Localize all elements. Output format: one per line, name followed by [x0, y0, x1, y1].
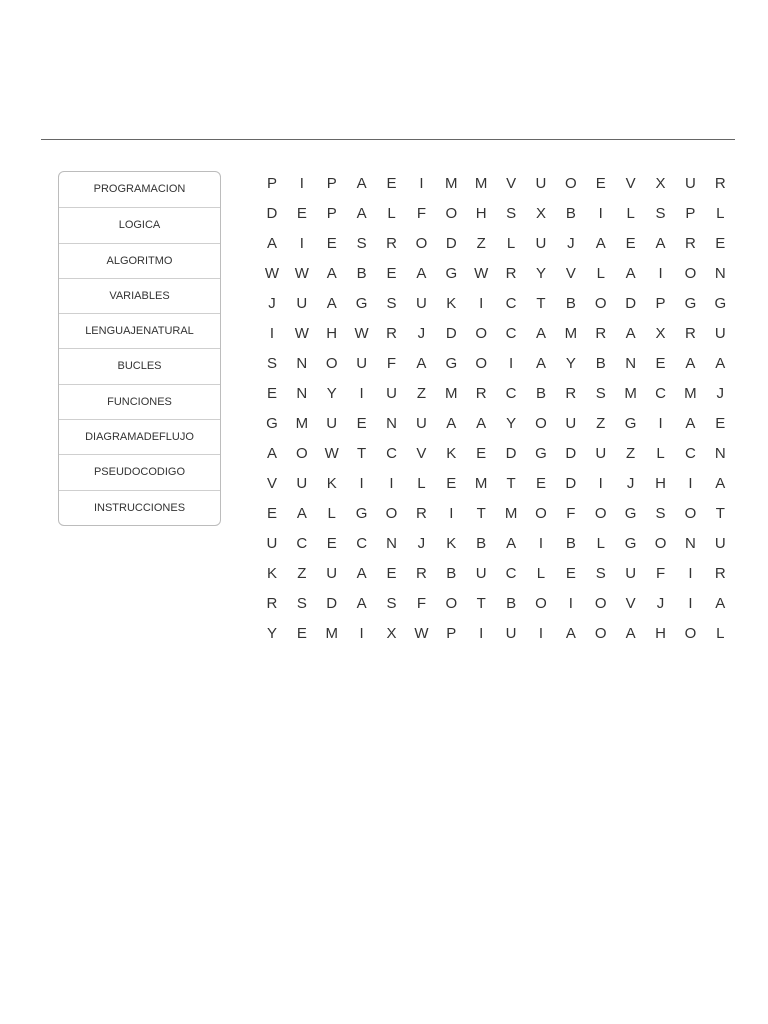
grid-cell[interactable]: I — [419, 175, 424, 192]
grid-cell[interactable]: R — [595, 325, 607, 342]
grid-cell[interactable]: J — [417, 535, 426, 552]
grid-cell[interactable]: M — [624, 385, 637, 402]
grid-cell[interactable]: F — [416, 595, 426, 612]
grid-cell[interactable]: H — [655, 475, 666, 492]
grid-cell[interactable]: A — [296, 505, 307, 522]
grid-cell[interactable]: R — [684, 325, 696, 342]
grid-cell[interactable]: X — [655, 175, 666, 192]
grid-cell[interactable]: T — [357, 445, 367, 462]
grid-cell[interactable]: I — [598, 475, 603, 492]
grid-cell[interactable]: M — [445, 385, 458, 402]
grid-cell[interactable]: D — [445, 325, 457, 342]
grid-cell[interactable]: U — [535, 175, 547, 192]
grid-cell[interactable]: I — [598, 205, 603, 222]
grid-cell[interactable]: C — [386, 445, 397, 462]
grid-cell[interactable]: E — [386, 175, 397, 192]
word-list-item[interactable]: LOGICA — [59, 207, 220, 242]
grid-cell[interactable]: U — [296, 475, 308, 492]
grid-cell[interactable]: L — [596, 265, 605, 282]
grid-cell[interactable]: A — [625, 625, 636, 642]
grid-cell[interactable]: U — [595, 445, 607, 462]
grid-cell[interactable]: A — [266, 235, 277, 252]
grid-cell[interactable]: R — [386, 235, 397, 252]
grid-cell[interactable]: D — [565, 445, 577, 462]
grid-cell[interactable]: Z — [416, 385, 426, 402]
grid-cell[interactable]: A — [715, 355, 726, 372]
grid-cell[interactable]: A — [625, 325, 636, 342]
grid-cell[interactable]: F — [386, 355, 397, 372]
grid-cell[interactable]: G — [535, 445, 547, 462]
grid-cell[interactable]: O — [565, 175, 577, 192]
grid-cell[interactable]: B — [565, 205, 576, 222]
grid-cell[interactable]: J — [716, 385, 725, 402]
word-list-item[interactable]: FUNCIONES — [59, 384, 220, 419]
grid-cell[interactable]: X — [386, 625, 397, 642]
grid-cell[interactable]: A — [266, 445, 277, 462]
grid-cell[interactable]: R — [684, 235, 696, 252]
grid-cell[interactable]: V — [506, 175, 517, 192]
word-list-item[interactable]: DIAGRAMADEFLUJO — [59, 419, 220, 454]
grid-cell[interactable]: C — [505, 385, 517, 402]
grid-cell[interactable]: T — [476, 505, 486, 522]
grid-cell[interactable]: E — [326, 235, 337, 252]
grid-cell[interactable]: J — [656, 595, 665, 612]
grid-cell[interactable]: D — [445, 235, 457, 252]
grid-cell[interactable]: U — [386, 385, 397, 402]
grid-cell[interactable]: G — [355, 295, 368, 312]
grid-cell[interactable]: N — [714, 265, 726, 282]
grid-cell[interactable]: N — [625, 355, 637, 372]
grid-cell[interactable]: U — [684, 175, 696, 192]
grid-cell[interactable]: M — [295, 415, 309, 432]
grid-cell[interactable]: F — [566, 505, 576, 522]
grid-cell[interactable]: L — [596, 535, 605, 552]
grid-cell[interactable]: S — [386, 595, 397, 612]
grid-cell[interactable]: X — [535, 205, 546, 222]
grid-cell[interactable]: L — [387, 205, 396, 222]
grid-cell[interactable]: R — [475, 385, 487, 402]
grid-cell[interactable]: O — [475, 325, 488, 342]
grid-cell[interactable]: G — [445, 265, 458, 282]
grid-cell[interactable]: O — [445, 595, 458, 612]
grid-cell[interactable]: G — [266, 415, 278, 432]
grid-cell[interactable]: A — [326, 295, 337, 312]
grid-cell[interactable]: I — [508, 355, 514, 372]
grid-cell[interactable]: A — [416, 355, 427, 372]
grid-cell[interactable]: O — [684, 505, 697, 522]
grid-cell[interactable]: M — [325, 625, 338, 642]
grid-cell[interactable]: T — [506, 475, 516, 492]
grid-cell[interactable]: R — [714, 175, 726, 192]
grid-cell[interactable]: P — [655, 295, 666, 312]
grid-cell[interactable]: K — [446, 295, 457, 312]
grid-cell[interactable]: O — [684, 265, 697, 282]
grid-cell[interactable]: I — [538, 535, 544, 552]
grid-cell[interactable]: U — [415, 295, 427, 312]
grid-cell[interactable]: S — [386, 295, 397, 312]
grid-cell[interactable]: Z — [476, 235, 486, 252]
grid-cell[interactable]: B — [356, 265, 367, 282]
grid-cell[interactable]: O — [535, 505, 547, 522]
grid-cell[interactable]: S — [266, 355, 277, 372]
grid-cell[interactable]: B — [565, 535, 576, 552]
grid-cell[interactable]: H — [326, 325, 338, 342]
word-list — [58, 171, 221, 526]
grid-cell[interactable]: G — [624, 415, 637, 432]
grid-cell[interactable]: I — [359, 475, 364, 492]
grid-cell[interactable]: O — [535, 595, 547, 612]
grid-cell[interactable]: I — [299, 235, 304, 252]
grid-cell[interactable]: U — [266, 535, 278, 552]
grid-cell[interactable]: N — [296, 355, 308, 372]
grid-cell[interactable]: W — [474, 265, 489, 282]
grid-cell[interactable]: E — [296, 205, 307, 222]
word-list-item[interactable]: ALGORITMO — [59, 243, 220, 278]
grid-cell[interactable]: L — [417, 475, 426, 492]
grid-cell[interactable]: U — [535, 235, 547, 252]
grid-cell[interactable]: D — [266, 205, 278, 222]
grid-cell[interactable]: M — [474, 475, 488, 492]
grid-cell[interactable]: O — [594, 625, 607, 642]
grid-cell[interactable]: P — [446, 625, 457, 642]
grid-cell[interactable]: O — [535, 415, 547, 432]
grid-cell[interactable]: I — [269, 325, 275, 342]
grid-cell[interactable]: Y — [266, 625, 277, 642]
grid-cell[interactable]: W — [354, 325, 369, 342]
grid-cell[interactable]: R — [266, 595, 278, 612]
word-list-item[interactable]: PROGRAMACION — [93, 183, 186, 195]
grid-cell[interactable]: O — [684, 625, 697, 642]
grid-cell[interactable]: U — [415, 415, 427, 432]
grid-cell[interactable]: E — [476, 445, 487, 462]
grid-cell[interactable]: Y — [535, 265, 546, 282]
grid-cell[interactable]: Z — [596, 415, 606, 432]
header-divider — [41, 139, 735, 140]
grid-cell[interactable]: A — [356, 595, 367, 612]
grid-cell[interactable]: A — [595, 235, 606, 252]
grid-cell[interactable]: K — [446, 535, 457, 552]
grid-cell[interactable]: A — [356, 565, 367, 582]
grid-cell[interactable]: S — [655, 505, 666, 522]
grid-cell[interactable]: O — [594, 505, 607, 522]
grid-cell[interactable]: K — [446, 445, 457, 462]
grid-cell[interactable]: A — [416, 265, 427, 282]
grid-cell[interactable]: I — [658, 265, 663, 282]
grid-cell[interactable]: I — [688, 565, 693, 582]
grid-cell[interactable]: B — [595, 355, 606, 372]
grid-cell[interactable]: A — [535, 325, 546, 342]
grid-cell[interactable]: L — [506, 235, 516, 252]
grid-cell[interactable]: V — [625, 595, 636, 612]
grid-cell[interactable]: A — [655, 235, 666, 252]
grid-cell[interactable]: A — [625, 265, 636, 282]
grid-cell[interactable]: D — [505, 445, 517, 462]
grid-cell[interactable]: R — [714, 565, 726, 582]
grid-cell[interactable]: W — [294, 265, 309, 282]
grid-cell[interactable]: G — [624, 535, 637, 552]
grid-cell[interactable]: E — [625, 235, 636, 252]
grid-cell[interactable]: W — [324, 445, 339, 462]
grid-cell[interactable]: A — [356, 205, 367, 222]
grid-cell[interactable]: E — [266, 505, 277, 522]
grid-cell[interactable]: J — [268, 295, 276, 312]
grid-cell[interactable]: E — [535, 475, 546, 492]
grid-cell[interactable]: A — [685, 415, 696, 432]
grid-cell[interactable]: A — [356, 175, 367, 192]
grid-cell[interactable]: U — [356, 355, 368, 372]
grid-cell[interactable]: X — [655, 325, 666, 342]
grid-cell[interactable]: B — [506, 595, 517, 612]
grid-cell[interactable]: I — [389, 475, 394, 492]
grid-cell[interactable]: I — [449, 505, 454, 522]
grid-cell[interactable]: B — [565, 295, 576, 312]
grid-cell[interactable]: E — [446, 475, 457, 492]
grid-cell[interactable]: K — [326, 475, 337, 492]
grid-cell[interactable]: U — [505, 625, 517, 642]
grid-cell[interactable]: U — [326, 415, 338, 432]
word-list-item[interactable]: LENGUAJENATURAL — [59, 313, 220, 348]
grid-cell[interactable]: C — [655, 385, 666, 402]
grid-cell[interactable]: D — [326, 595, 338, 612]
grid-cell[interactable]: T — [536, 295, 546, 312]
grid-cell[interactable]: E — [326, 535, 337, 552]
grid-cell[interactable]: C — [296, 535, 308, 552]
letter-grid — [257, 169, 735, 649]
grid-cell[interactable]: W — [264, 265, 280, 282]
word-list-item[interactable]: PSEUDOCODIGO — [59, 454, 220, 489]
grid-cell[interactable]: H — [475, 205, 487, 222]
grid-cell[interactable]: I — [479, 625, 484, 642]
grid-cell[interactable]: G — [355, 505, 368, 522]
grid-cell[interactable]: V — [416, 445, 427, 462]
grid-cell[interactable]: S — [356, 235, 367, 252]
grid-cell[interactable]: L — [626, 205, 635, 222]
grid-cell[interactable]: I — [688, 475, 693, 492]
grid-cell[interactable]: H — [655, 625, 666, 642]
grid-cell[interactable]: F — [416, 205, 426, 222]
grid-cell[interactable]: Z — [297, 565, 307, 582]
grid-cell[interactable]: E — [655, 355, 666, 372]
grid-cell[interactable]: A — [476, 415, 487, 432]
grid-cell[interactable]: P — [685, 205, 696, 222]
grid-cell[interactable]: O — [594, 595, 607, 612]
grid-cell[interactable]: A — [506, 535, 517, 552]
grid-cell[interactable]: A — [446, 415, 457, 432]
grid-cell[interactable]: W — [294, 325, 309, 342]
grid-cell[interactable]: R — [505, 265, 517, 282]
grid-cell[interactable]: Z — [626, 445, 636, 462]
grid-cell[interactable]: E — [715, 235, 726, 252]
grid-cell[interactable]: Y — [565, 355, 576, 372]
grid-cell[interactable]: U — [296, 295, 308, 312]
grid-cell[interactable]: E — [386, 265, 397, 282]
grid-cell[interactable]: N — [386, 535, 397, 552]
grid-cell[interactable]: K — [266, 565, 277, 582]
grid-cell[interactable]: D — [565, 475, 577, 492]
grid-cell[interactable]: N — [684, 535, 696, 552]
grid-cell[interactable]: O — [325, 355, 338, 372]
grid-cell[interactable]: P — [326, 175, 337, 192]
grid-cell[interactable]: O — [445, 205, 458, 222]
grid-cell[interactable]: V — [266, 475, 277, 492]
grid-cell[interactable]: M — [504, 505, 518, 522]
grid-cell[interactable]: I — [299, 175, 304, 192]
grid-cell[interactable]: I — [688, 595, 693, 612]
grid-cell[interactable]: T — [715, 505, 725, 522]
grid-cell[interactable]: S — [595, 565, 606, 582]
grid-cell[interactable]: G — [684, 295, 697, 312]
grid-cell[interactable]: I — [359, 385, 364, 402]
grid-cell[interactable]: M — [445, 175, 458, 192]
grid-cell[interactable]: O — [296, 445, 308, 462]
word-list-item[interactable]: INSTRUCCIONES — [59, 490, 220, 525]
grid-cell[interactable]: A — [326, 265, 337, 282]
grid-cell[interactable]: A — [715, 595, 726, 612]
grid-cell[interactable]: N — [296, 385, 308, 402]
grid-cell[interactable]: M — [564, 325, 578, 342]
grid-cell[interactable]: O — [594, 295, 607, 312]
grid-cell[interactable]: U — [625, 565, 637, 582]
grid-cell[interactable]: F — [655, 565, 666, 582]
grid-cell[interactable]: N — [386, 415, 397, 432]
grid-cell[interactable]: A — [685, 355, 696, 372]
grid-cell[interactable]: C — [684, 445, 696, 462]
grid-cell[interactable]: G — [714, 295, 727, 312]
grid-cell[interactable]: E — [715, 415, 726, 432]
grid-cell[interactable]: B — [476, 535, 487, 552]
grid-cell[interactable]: V — [625, 175, 636, 192]
grid-cell[interactable]: R — [386, 325, 397, 342]
grid-cell[interactable]: P — [326, 205, 337, 222]
grid-cell[interactable]: E — [296, 625, 307, 642]
grid-cell[interactable]: I — [658, 415, 663, 432]
grid-cell[interactable]: E — [386, 565, 397, 582]
grid-cell[interactable]: A — [715, 475, 726, 492]
grid-cell[interactable]: I — [359, 625, 364, 642]
grid-cell[interactable]: U — [475, 565, 487, 582]
grid-cell[interactable]: M — [684, 385, 697, 402]
grid-cell[interactable]: U — [714, 325, 726, 342]
grid-cell[interactable]: J — [626, 475, 635, 492]
grid-cell[interactable]: B — [446, 565, 457, 582]
grid-cell[interactable]: O — [385, 505, 398, 522]
grid-cell[interactable]: V — [565, 265, 576, 282]
grid-cell[interactable]: L — [716, 205, 725, 222]
grid-cell[interactable]: R — [415, 565, 427, 582]
grid-cell[interactable]: C — [505, 325, 517, 342]
grid-cell[interactable]: I — [538, 625, 544, 642]
grid-cell[interactable]: O — [475, 355, 488, 372]
grid-cell[interactable]: Y — [326, 385, 337, 402]
grid-cell[interactable]: U — [326, 565, 338, 582]
grid-cell[interactable]: S — [296, 595, 307, 612]
grid-cell[interactable]: P — [266, 175, 277, 192]
grid-cell[interactable]: S — [595, 385, 606, 402]
grid-cell[interactable]: L — [536, 565, 546, 582]
grid-cell[interactable]: E — [356, 415, 367, 432]
grid-cell[interactable]: E — [595, 175, 606, 192]
grid-cell[interactable]: T — [476, 595, 486, 612]
grid-cell[interactable]: E — [565, 565, 576, 582]
grid-cell[interactable]: D — [625, 295, 637, 312]
grid-cell[interactable]: B — [535, 385, 546, 402]
grid-cell[interactable]: L — [656, 445, 665, 462]
grid-cell[interactable]: U — [565, 415, 577, 432]
grid-cell[interactable]: W — [414, 625, 429, 642]
grid-cell[interactable]: C — [505, 565, 517, 582]
grid-cell[interactable]: R — [415, 505, 427, 522]
grid-cell[interactable]: L — [716, 625, 725, 642]
grid-cell[interactable]: G — [624, 505, 637, 522]
grid-cell[interactable]: C — [356, 535, 368, 552]
grid-cell[interactable]: I — [568, 595, 573, 612]
grid-cell[interactable]: S — [655, 205, 666, 222]
grid-cell[interactable]: R — [565, 385, 577, 402]
word-list-item[interactable]: VARIABLES — [59, 278, 220, 313]
grid-cell[interactable]: L — [327, 505, 336, 522]
word-list-item[interactable]: BUCLES — [59, 348, 220, 383]
grid-cell[interactable]: O — [415, 235, 428, 252]
grid-cell[interactable]: S — [506, 205, 517, 222]
grid-cell[interactable]: A — [565, 625, 576, 642]
grid-cell[interactable]: G — [445, 355, 458, 372]
grid-cell[interactable]: C — [505, 295, 517, 312]
grid-cell[interactable]: J — [567, 235, 575, 252]
grid-cell[interactable]: I — [479, 295, 484, 312]
grid-cell[interactable]: O — [654, 535, 667, 552]
grid-cell[interactable]: N — [714, 445, 726, 462]
grid-cell[interactable]: M — [474, 175, 488, 192]
grid-cell[interactable]: J — [417, 325, 426, 342]
grid-cell[interactable]: Y — [506, 415, 517, 432]
grid-cell[interactable]: A — [535, 355, 546, 372]
grid-cell[interactable]: E — [266, 385, 277, 402]
grid-cell[interactable]: U — [714, 535, 726, 552]
